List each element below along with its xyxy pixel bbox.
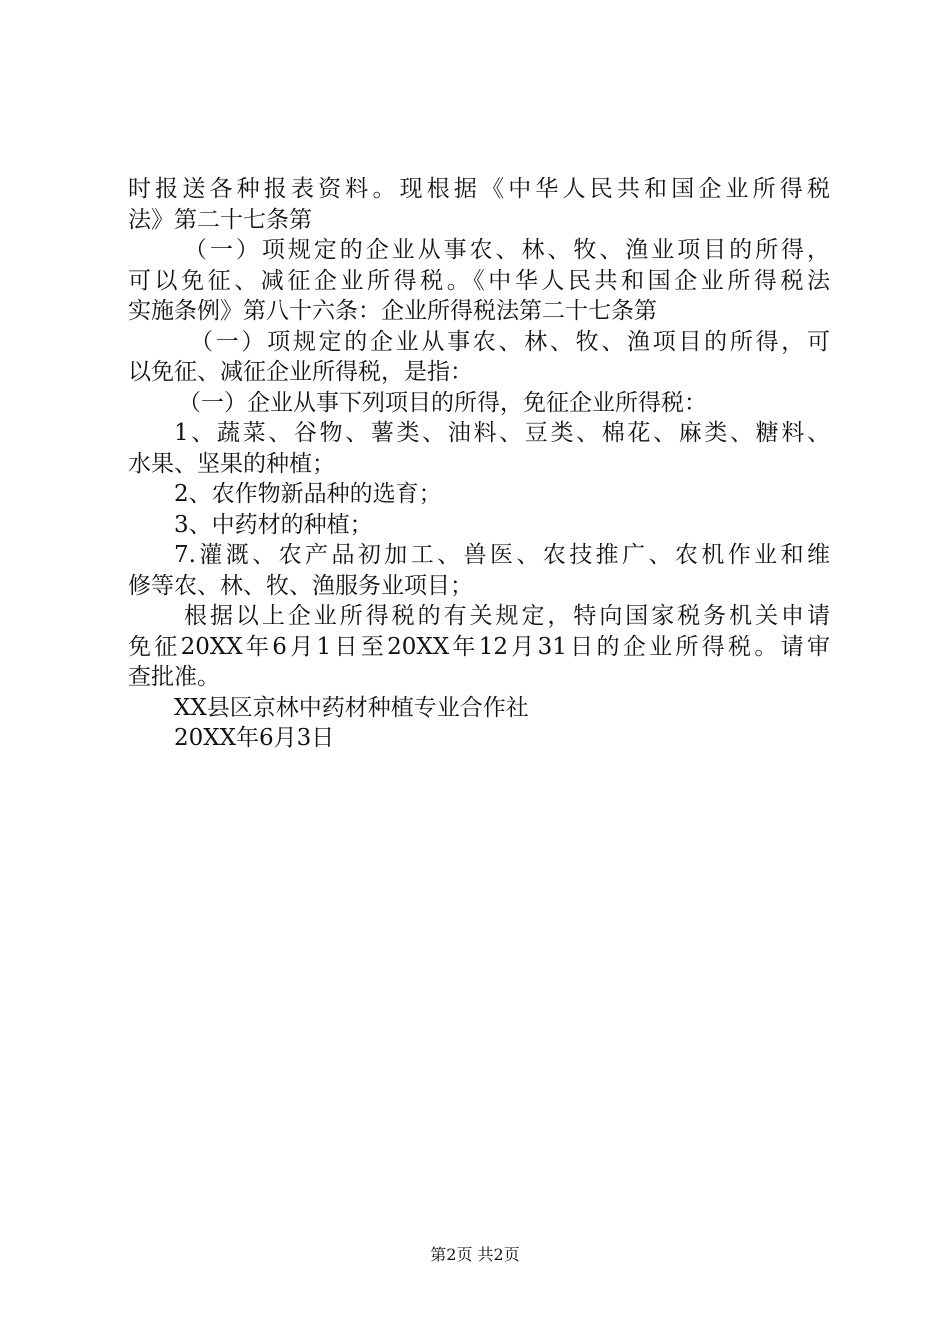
body-line: 免征20XX年6月1日至20XX年12月31日的企业所得税。请审 [128, 633, 830, 660]
body-line: 查批准。 [128, 664, 220, 690]
body-line: 实施条例》第八十六条：企业所得税法第二十七条第 [128, 298, 657, 324]
body-line: 可以免征、减征企业所得税。《中华人民共和国企业所得税法 [128, 267, 830, 294]
body-line: 1、蔬菜、谷物、薯类、油料、豆类、棉花、麻类、糖料、 [174, 420, 830, 446]
body-line: 根据以上企业所得税的有关规定，特向国家税务机关申请 [184, 603, 830, 629]
body-line: （一）企业从事下列项目的所得，免征企业所得税： [178, 389, 707, 416]
document-body [128, 174, 830, 754]
body-line: 修等农、林、牧、渔服务业项目； [128, 572, 473, 599]
page-number: 第2页 共2页 [430, 1245, 520, 1264]
body-line: （一）项规定的企业从事农、林、牧、渔业项目的所得， [184, 237, 830, 263]
body-line: 2、农作物新品种的选育； [174, 481, 442, 507]
body-line: 时报送各种报表资料。现根据《中华人民共和国企业所得税 [128, 176, 830, 202]
body-line: 3、中药材的种植； [174, 511, 373, 538]
body-line: 7.灌溉、农产品初加工、兽医、农技推广、农机作业和维 [174, 542, 830, 568]
body-line: 以免征、减征企业所得税，是指： [128, 359, 473, 385]
body-line: 法》第二十七条第 [128, 206, 312, 233]
body-line: （一）项规定的企业从事农、林、牧、渔项目的所得，可 [190, 328, 830, 355]
signature-date: 20XX年6月3日 [174, 725, 335, 751]
signature-organization: XX县区京林中药材种植专业合作社 [174, 694, 529, 721]
body-line: 水果、坚果的种植； [128, 450, 335, 477]
